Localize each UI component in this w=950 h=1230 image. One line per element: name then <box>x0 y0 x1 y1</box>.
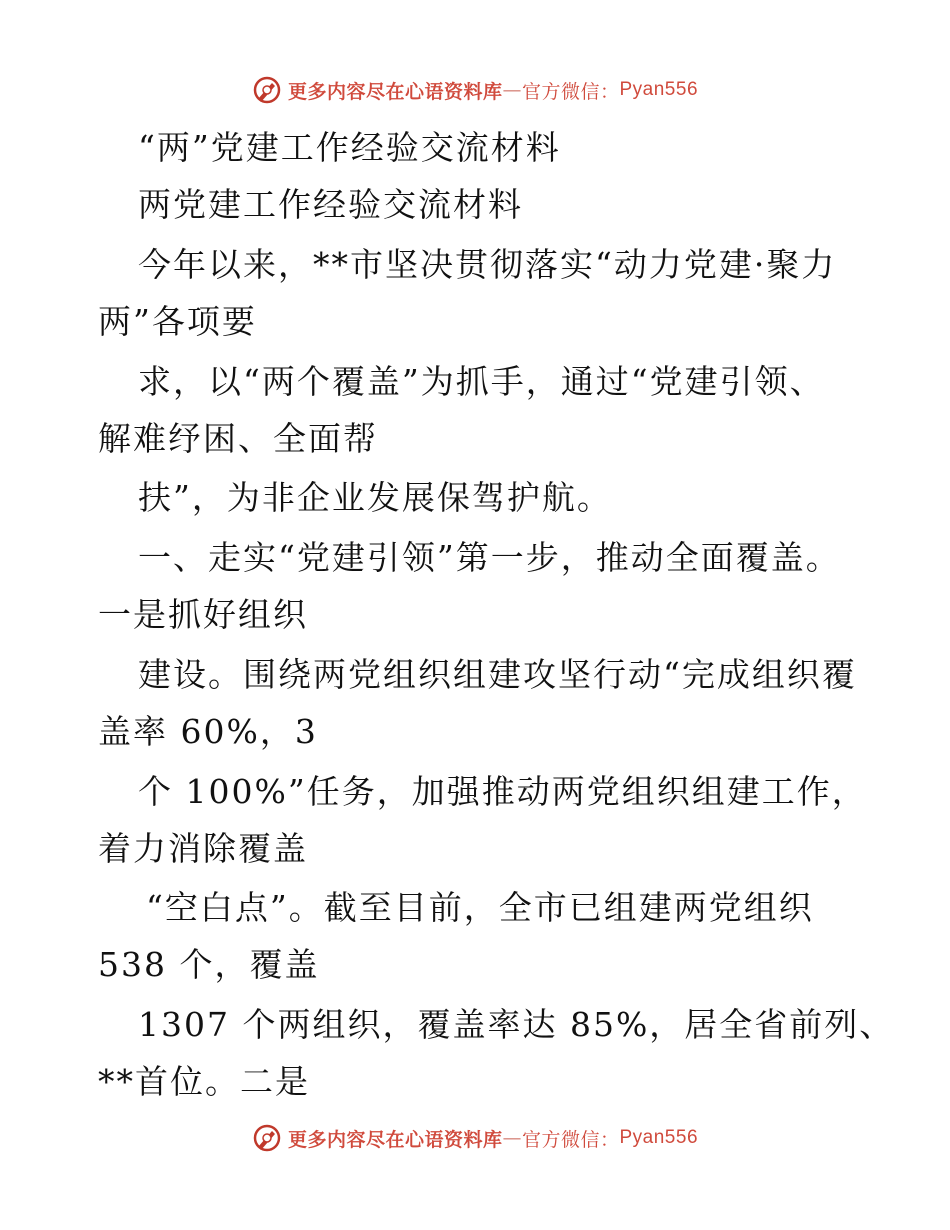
doc-heading-1: 一、走实“党建引领”第一步，推动全面覆盖。 <box>138 538 841 577</box>
doc-line: 解难纾困、全面帮 <box>98 419 378 458</box>
doc-line: “空白点”。截至目前，全市已组建两党组织 <box>146 888 814 927</box>
watermark-wechat-id: Pyan556 <box>619 79 699 100</box>
doc-subtitle: 两党建工作经验交流材料 <box>138 185 523 224</box>
doc-title: “两”党建工作经验交流材料 <box>138 128 561 167</box>
pen-logo-icon <box>252 75 282 105</box>
doc-line: 538 个，覆盖 <box>98 945 320 984</box>
header-watermark <box>0 70 950 110</box>
doc-line: 扶”，为非企业发展保驾护航。 <box>138 478 612 517</box>
doc-line: 求，以“两个覆盖”为抓手，通过“党建引领、 <box>138 362 825 401</box>
doc-line: 今年以来，**市坚决贯彻落实“动力党建·聚力 <box>138 245 837 284</box>
watermark-sub-text: 官方微信： <box>521 80 620 103</box>
doc-line: 一是抓好组织 <box>98 595 308 634</box>
watermark-main-text: 更多内容尽在心语资料库 <box>287 80 503 103</box>
watermark-wechat-id: Pyan556 <box>619 1127 699 1148</box>
watermark-dash: — <box>502 79 522 101</box>
doc-line: **首位。二是 <box>98 1062 310 1101</box>
watermark-main-text: 更多内容尽在心语资料库 <box>287 1128 503 1151</box>
doc-line: 着力消除覆盖 <box>98 829 308 868</box>
watermark-dash: — <box>502 1127 522 1149</box>
footer-watermark <box>0 1118 950 1158</box>
doc-line: 两”各项要 <box>98 302 257 341</box>
doc-line: 盖率 60%，3 <box>98 712 318 751</box>
pen-logo-icon <box>252 1123 282 1153</box>
doc-line: 建设。围绕两党组织组建攻坚行动“完成组织覆 <box>138 655 857 694</box>
doc-line: 1307 个两组织，覆盖率达 85%，居全省前列、 <box>138 1005 895 1044</box>
doc-line: 个 100%”任务，加强推动两党组织组建工作， <box>138 772 867 811</box>
watermark-sub-text: 官方微信： <box>521 1128 620 1151</box>
